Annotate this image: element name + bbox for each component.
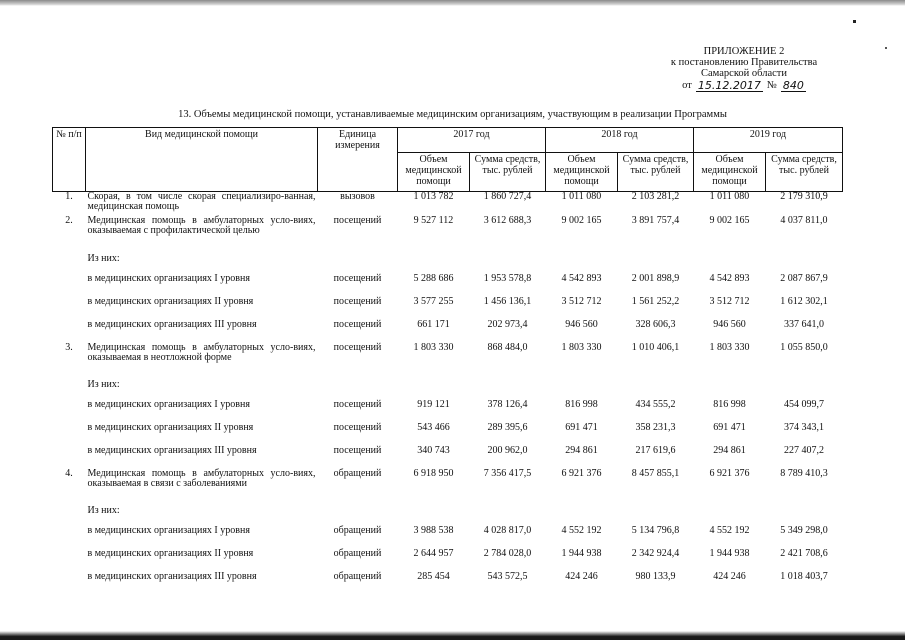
sum-2018: 2 342 924,4 — [631, 548, 680, 559]
volume-2017: 2 644 957 — [413, 548, 454, 559]
sum-2017 — [470, 380, 546, 400]
sum-2019: 4 037 811,0 — [780, 215, 828, 226]
row-kind: в медицинских организациях III уровня — [87, 571, 257, 582]
row-number — [53, 572, 86, 595]
row-kind: Из них: — [87, 505, 120, 516]
sum-2019: 337 641,0 — [784, 319, 824, 330]
table-row — [53, 506, 843, 526]
row-kind: Скорая, в том числе скорая специализиро-ванная, медицинская помощь — [87, 190, 316, 212]
sum-2018: 980 133,9 — [635, 571, 676, 582]
table-row — [53, 469, 843, 506]
document-title: 13. Объемы медицинской помощи, устанавливаемые медицинским организациям, участвующим в реализации Программы — [178, 109, 727, 120]
volume-2017: 1 803 330 — [413, 342, 454, 353]
row-unit: обращений — [333, 468, 382, 479]
header-year-2017: 2017 год — [398, 128, 546, 153]
sum-2019: 2 421 708,6 — [780, 548, 828, 559]
decree-date-number — [666, 80, 822, 92]
row-unit: посещений — [333, 445, 382, 456]
header-no: № п/п — [53, 128, 86, 153]
row-number — [53, 549, 86, 572]
sum-2017: 1 953 578,8 — [483, 273, 532, 284]
volume-2019 — [694, 380, 766, 400]
volume-2018: 816 998 — [565, 399, 598, 410]
row-unit: посещений — [333, 399, 382, 410]
row-number: 2. — [65, 215, 73, 226]
table-row — [53, 380, 843, 400]
volume-2018: 4 542 893 — [561, 273, 602, 284]
row-unit: обращений — [333, 525, 382, 536]
volume-2017 — [398, 506, 470, 526]
volume-2017: 543 466 — [417, 422, 450, 433]
row-number — [53, 400, 86, 423]
sum-2018 — [618, 254, 694, 274]
row-kind: Медицинская помощь в амбулаторных усло-виях, оказываемая в связи с заболеваниями — [87, 468, 316, 489]
sum-2018: 1 010 406,1 — [631, 342, 680, 353]
volume-2017: 9 527 112 — [413, 215, 454, 226]
volume-2017: 6 918 950 — [413, 468, 454, 479]
row-kind: Из них: — [87, 253, 120, 264]
row-number — [53, 380, 86, 400]
sum-2019: 8 789 410,3 — [780, 468, 828, 479]
volume-2019: 691 471 — [713, 422, 746, 433]
volume-2018 — [546, 506, 618, 526]
table-row — [53, 320, 843, 343]
sum-2017: 1 860 727,4 — [483, 190, 532, 202]
volume-2018: 294 861 — [565, 445, 598, 456]
row-number — [53, 506, 86, 526]
row-unit: обращений — [333, 571, 382, 582]
volume-2017: 340 743 — [417, 445, 450, 456]
table-row — [53, 572, 843, 595]
row-kind: Медицинская помощь в амбулаторных усло-виях, оказываемая с профилактической целью — [87, 215, 316, 236]
sum-2019 — [766, 506, 843, 526]
row-number — [53, 254, 86, 274]
sum-2019: 227 407,2 — [784, 445, 824, 456]
volume-2018: 424 246 — [565, 571, 598, 582]
sum-2018: 434 555,2 — [635, 399, 676, 410]
volume-2018 — [546, 380, 618, 400]
volume-2019: 946 560 — [713, 319, 746, 330]
sum-2018: 328 606,3 — [635, 319, 676, 330]
table-row — [53, 423, 843, 446]
table-row — [53, 549, 843, 572]
volumes-table — [52, 127, 843, 595]
volume-2019: 4 552 192 — [709, 525, 750, 536]
sum-2019 — [766, 254, 843, 274]
sum-2017: 3 612 688,3 — [483, 215, 532, 226]
header-unit: Единица измерения — [318, 128, 398, 153]
sum-2017: 543 572,5 — [487, 571, 528, 582]
volume-2017: 919 121 — [417, 399, 450, 410]
sum-2017: 2 784 028,0 — [483, 548, 532, 559]
volume-2017: 661 171 — [417, 319, 450, 330]
sum-2018 — [618, 380, 694, 400]
sum-2019: 1 612 302,1 — [780, 296, 828, 307]
sum-2019: 374 343,1 — [784, 422, 824, 433]
row-number: 1. — [65, 190, 73, 202]
volume-2018: 691 471 — [565, 422, 598, 433]
row-unit: посещений — [333, 215, 382, 226]
row-kind: в медицинских организациях I уровня — [87, 273, 250, 284]
volume-2018: 3 512 712 — [561, 296, 602, 307]
row-number — [53, 423, 86, 446]
volume-2019: 1 803 330 — [709, 342, 750, 353]
volume-2018: 1 011 080 — [561, 190, 602, 202]
subheader-volume: Объем медицинской помощи — [398, 152, 470, 191]
volume-2018: 946 560 — [565, 319, 598, 330]
subheader-volume: Объем медицинской помощи — [546, 152, 618, 191]
header-kind: Вид медицинской помощи — [86, 128, 318, 153]
row-number — [53, 320, 86, 343]
sum-2018 — [618, 506, 694, 526]
sum-2018: 3 891 757,4 — [631, 215, 680, 226]
row-unit: посещений — [333, 342, 382, 353]
volume-2019: 9 002 165 — [709, 215, 750, 226]
header-year-2019: 2019 год — [694, 128, 843, 153]
row-kind: в медицинских организациях II уровня — [87, 296, 254, 307]
sum-2018: 2 001 898,9 — [631, 273, 680, 284]
approval-header — [666, 46, 822, 92]
volume-2017: 5 288 686 — [413, 273, 454, 284]
volume-2019 — [694, 254, 766, 274]
sum-2019: 2 179 310,9 — [780, 190, 828, 202]
volume-2018: 9 002 165 — [561, 215, 602, 226]
volume-2019: 4 542 893 — [709, 273, 750, 284]
sum-2017: 202 973,4 — [487, 319, 528, 330]
sum-2018: 2 103 281,2 — [631, 190, 680, 202]
sum-2019: 454 099,7 — [784, 399, 824, 410]
row-unit: вызовов — [340, 190, 375, 202]
row-kind: в медицинских организациях I уровня — [87, 399, 250, 410]
row-kind: в медицинских организациях II уровня — [87, 422, 254, 433]
volume-2017 — [398, 380, 470, 400]
volume-2017 — [398, 254, 470, 274]
table-row — [53, 254, 843, 274]
volume-2017: 1 013 782 — [413, 190, 454, 202]
sum-2018: 217 619,6 — [635, 445, 676, 456]
volume-2019: 1 011 080 — [709, 190, 750, 202]
volume-2019: 424 246 — [713, 571, 746, 582]
row-unit — [318, 380, 398, 400]
volume-2017: 3 577 255 — [413, 296, 454, 307]
sum-2017: 200 962,0 — [487, 445, 528, 456]
subheader-sum: Сумма средств, тыс. рублей — [766, 152, 843, 191]
sum-2017: 378 126,4 — [487, 399, 528, 410]
volume-2017: 3 988 538 — [413, 525, 454, 536]
row-kind: в медицинских организациях III уровня — [87, 445, 257, 456]
volume-2018: 4 552 192 — [561, 525, 602, 536]
row-unit — [318, 254, 398, 274]
sum-2017: 868 484,0 — [487, 342, 528, 353]
sum-2017 — [470, 254, 546, 274]
sum-2017: 4 028 817,0 — [483, 525, 532, 536]
table-row — [53, 274, 843, 297]
sum-2019 — [766, 380, 843, 400]
sum-2018: 8 457 855,1 — [631, 468, 680, 479]
sum-2017: 1 456 136,1 — [483, 296, 532, 307]
sum-2019: 2 087 867,9 — [780, 273, 828, 284]
sum-2019: 5 349 298,0 — [780, 525, 828, 536]
sum-2017: 289 395,6 — [487, 422, 528, 433]
row-kind: Из них: — [87, 379, 120, 390]
volume-2017: 285 454 — [417, 571, 450, 582]
row-number — [53, 446, 86, 469]
row-number — [53, 297, 86, 320]
row-unit: посещений — [333, 296, 382, 307]
sum-2019: 1 055 850,0 — [780, 342, 828, 353]
volume-2018 — [546, 254, 618, 274]
table-row — [53, 191, 843, 216]
volume-2019 — [694, 506, 766, 526]
volume-2018: 6 921 376 — [561, 468, 602, 479]
row-unit: посещений — [333, 422, 382, 433]
row-unit: посещений — [333, 273, 382, 284]
header-year-2018: 2018 год — [546, 128, 694, 153]
volume-2019: 3 512 712 — [709, 296, 750, 307]
row-number — [53, 526, 86, 549]
row-kind: в медицинских организациях I уровня — [87, 525, 250, 536]
sum-2018: 1 561 252,2 — [631, 296, 680, 307]
volume-2018: 1 944 938 — [561, 548, 602, 559]
sum-2018: 358 231,3 — [635, 422, 676, 433]
scan-speck — [885, 47, 887, 49]
number-prefix: № — [766, 80, 777, 91]
subheader-sum: Сумма средств, тыс. рублей — [618, 152, 694, 191]
table-row — [53, 216, 843, 254]
handwritten-date: 15.12.2017 — [697, 79, 761, 92]
row-unit: посещений — [333, 319, 382, 330]
row-unit — [318, 506, 398, 526]
volume-2019: 294 861 — [713, 445, 746, 456]
table-row — [53, 343, 843, 380]
volume-2019: 816 998 — [713, 399, 746, 410]
sum-2017 — [470, 506, 546, 526]
sum-2017: 7 356 417,5 — [483, 468, 532, 479]
appendix-label: ПРИЛОЖЕНИЕ 2 — [703, 46, 785, 57]
region-line: Самарской области — [701, 68, 787, 79]
row-unit: обращений — [333, 548, 382, 559]
row-number: 4. — [65, 468, 73, 479]
volume-2019: 6 921 376 — [709, 468, 750, 479]
volume-2018: 1 803 330 — [561, 342, 602, 353]
row-number — [53, 274, 86, 297]
row-number: 3. — [65, 342, 73, 353]
row-kind: в медицинских организациях II уровня — [87, 548, 254, 559]
scan-edge-top — [0, 0, 905, 6]
handwritten-number: 840 — [782, 79, 804, 92]
table-row — [53, 526, 843, 549]
scan-edge-bottom — [0, 631, 905, 640]
row-kind: Медицинская помощь в амбулаторных усло-виях, оказываемая в неотложной форме — [87, 342, 316, 363]
subheader-sum: Сумма средств, тыс. рублей — [470, 152, 546, 191]
sum-2018: 5 134 796,8 — [631, 525, 680, 536]
row-kind: в медицинских организациях III уровня — [87, 319, 257, 330]
sum-2019: 1 018 403,7 — [780, 571, 828, 582]
table-row — [53, 400, 843, 423]
scan-speck — [853, 20, 856, 23]
table-row — [53, 446, 843, 469]
decree-line: к постановлению Правительства — [670, 57, 818, 68]
date-prefix: от — [682, 80, 692, 91]
subheader-volume: Объем медицинской помощи — [694, 152, 766, 191]
volume-2019: 1 944 938 — [709, 548, 750, 559]
table-row — [53, 297, 843, 320]
